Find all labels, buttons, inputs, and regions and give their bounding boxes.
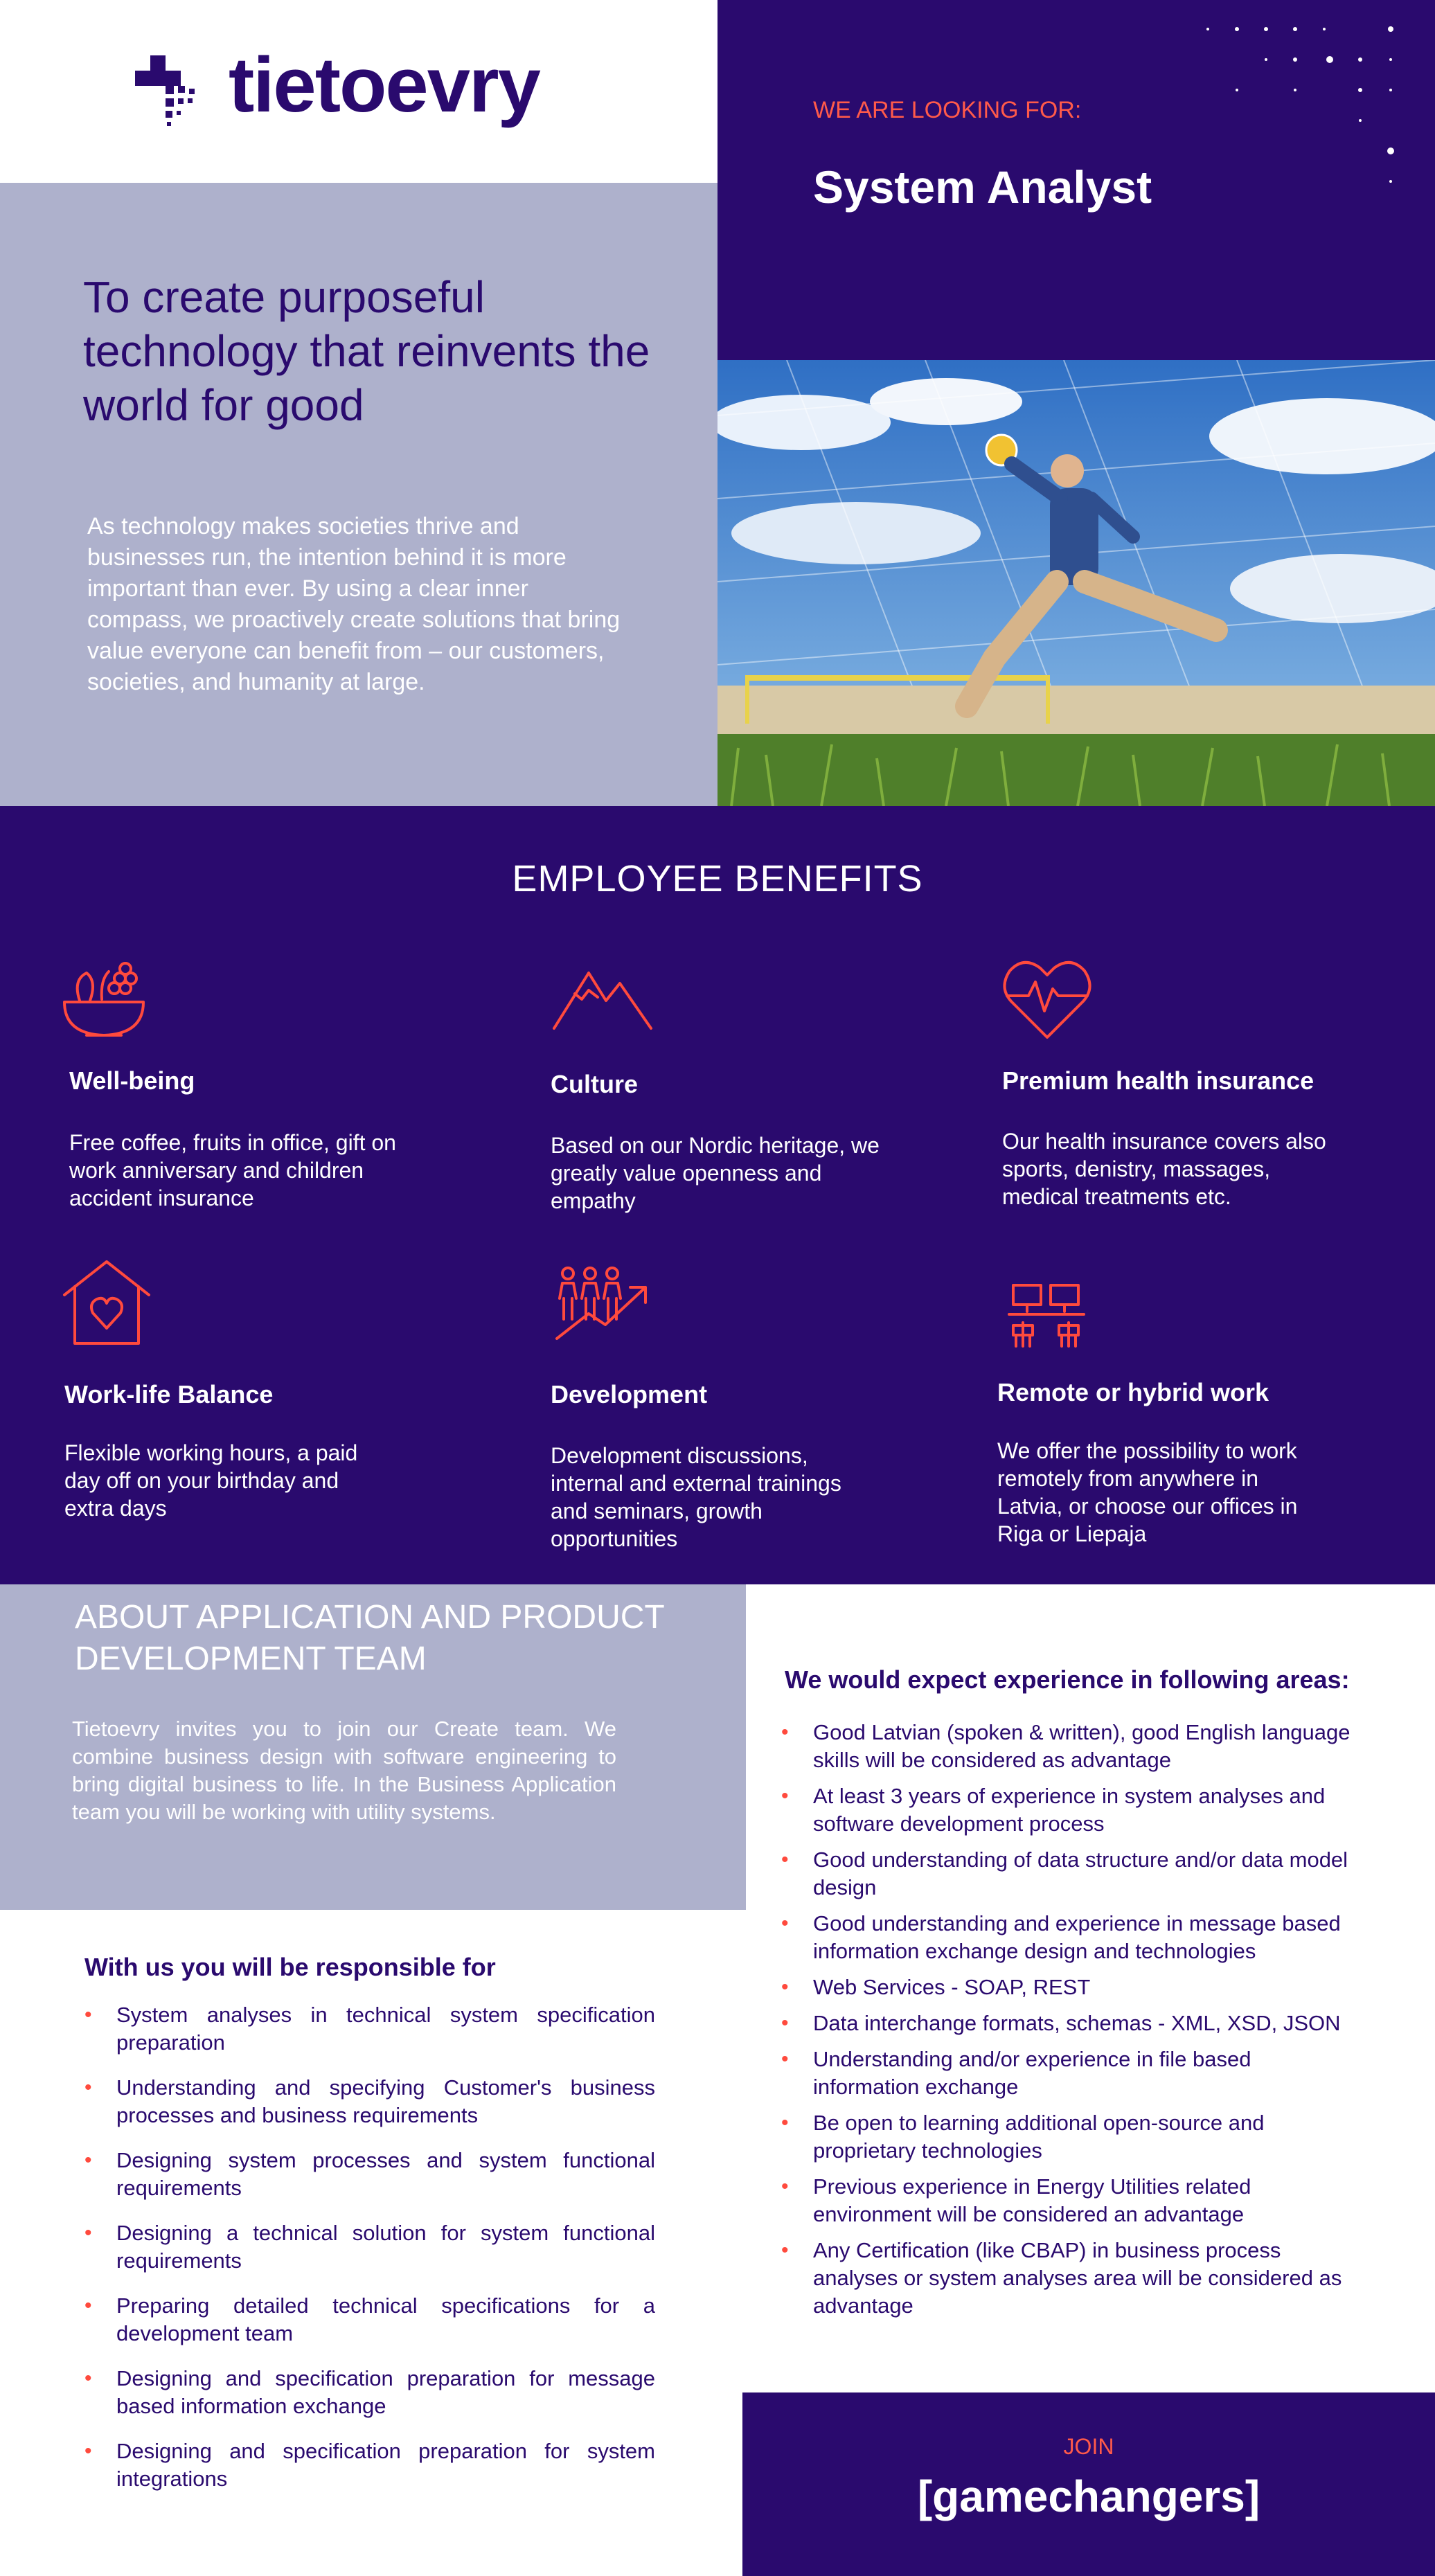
brand-wordmark: tietoevry [229, 42, 540, 128]
team-growth-icon [554, 1264, 658, 1354]
responsibilities-list [84, 2001, 655, 2510]
decorative-dots-icon [1198, 21, 1420, 194]
join-label: JOIN [1063, 2434, 1114, 2459]
list-item: • Preparing detailed technical specifications for a development team [84, 2292, 655, 2347]
benefit-text-worklife: Flexible working hours, a paid day off on your birthday and extra days [64, 1440, 358, 1521]
job-title: System Analyst [813, 161, 1152, 213]
list-item: • Good Latvian (spoken & written), good English language skills will be considered as advantage [781, 1719, 1363, 1774]
fruit-bowl-icon [59, 952, 163, 1042]
list-item: • Designing a technical solution for system functional requirements [84, 2219, 655, 2275]
list-item: • Understanding and specifying Customer's business processes and business requirements [84, 2074, 655, 2129]
benefit-title-development: Development [551, 1380, 708, 1408]
benefit-text-remote: We offer the possibility to work remotely from anywhere in Latvia, or choose our offices in Riga or Liepaja [997, 1438, 1298, 1546]
benefit-title-health: Premium health insurance [1002, 1066, 1314, 1095]
benefit-text-wellbeing: Free coffee, fruits in office, gift on work anniversary and children accident insurance [69, 1130, 396, 1210]
list-item: • Web Services - SOAP, REST [781, 1974, 1363, 2001]
about-title: ABOUT APPLICATION AND PRODUCT DEVELOPMENT TEAM [75, 1599, 664, 1677]
benefits-title: EMPLOYEE BENEFITS [512, 858, 923, 900]
volleyball-player-photo [718, 360, 1435, 806]
benefit-title-remote: Remote or hybrid work [997, 1378, 1269, 1406]
join-tagline: [gamechangers] [917, 2471, 1260, 2521]
tietoevry-logo-mark-icon [135, 55, 208, 128]
benefit-title-worklife: Work-life Balance [64, 1380, 274, 1408]
looking-for-label: WE ARE LOOKING FOR: [813, 97, 1082, 123]
list-item: • Designing and specification preparation for system integrations [84, 2438, 655, 2493]
experience-list [781, 1719, 1363, 2328]
benefit-text-development: Development discussions, internal and external trainings and seminars, growth opportunities [551, 1443, 841, 1551]
heartbeat-icon [997, 954, 1101, 1044]
list-item: • Previous experience in Energy Utilities related environment will be considered an advantage [781, 2173, 1363, 2228]
responsibilities-heading: With us you will be responsible for [84, 1953, 496, 1981]
list-item: • At least 3 years of experience in system analyses and software development process [781, 1782, 1363, 1838]
desk-workstation-icon [1008, 1280, 1112, 1370]
benefit-text-culture: Based on our Nordic heritage, we greatly value openness and empathy [551, 1133, 880, 1213]
experience-heading: We would expect experience in following areas: [785, 1665, 1350, 1694]
list-item: • Designing system processes and system functional requirements [84, 2147, 655, 2202]
list-item: • Designing and specification preparation for message based information exchange [84, 2365, 655, 2420]
house-heart-icon [61, 1259, 165, 1349]
list-item: • Good understanding of data structure and/or data model design [781, 1846, 1363, 1902]
list-item: • Data interchange formats, schemas - XML, XSD, JSON [781, 2010, 1363, 2037]
intro-paragraph: As technology makes societies thrive and businesses run, the intention behind it is more important than ever. By using a clear inner compass, we proactively create solutions that bring value everyone can benefit from – our customers, societies, and humanity at large. [87, 513, 621, 695]
mountain-icon [551, 959, 654, 1049]
list-item: • System analyses in technical system specification preparation [84, 2001, 655, 2057]
list-item: • Any Certification (like CBAP) in business process analyses or system analyses area will be considered as advantage [781, 2237, 1363, 2320]
list-item: • Good understanding and experience in message based information exchange design and technologies [781, 1910, 1363, 1965]
list-item: • Understanding and/or experience in file based information exchange [781, 2046, 1363, 2101]
list-item: • Be open to learning additional open-source and proprietary technologies [781, 2109, 1363, 2165]
about-text: Tietoevry invites you to join our Create team. We combine business design with software engineering to bring digital business to life. In the Business Application team you will be working with utility systems. [72, 1717, 616, 1824]
benefit-text-health: Our health insurance covers also sports, denistry, massages, medical treatments etc. [1002, 1129, 1326, 1209]
benefit-title-wellbeing: Well-being [69, 1066, 195, 1095]
mission-statement: To create purposeful technology that reinvents the world for good [83, 272, 650, 430]
benefit-title-culture: Culture [551, 1070, 638, 1098]
